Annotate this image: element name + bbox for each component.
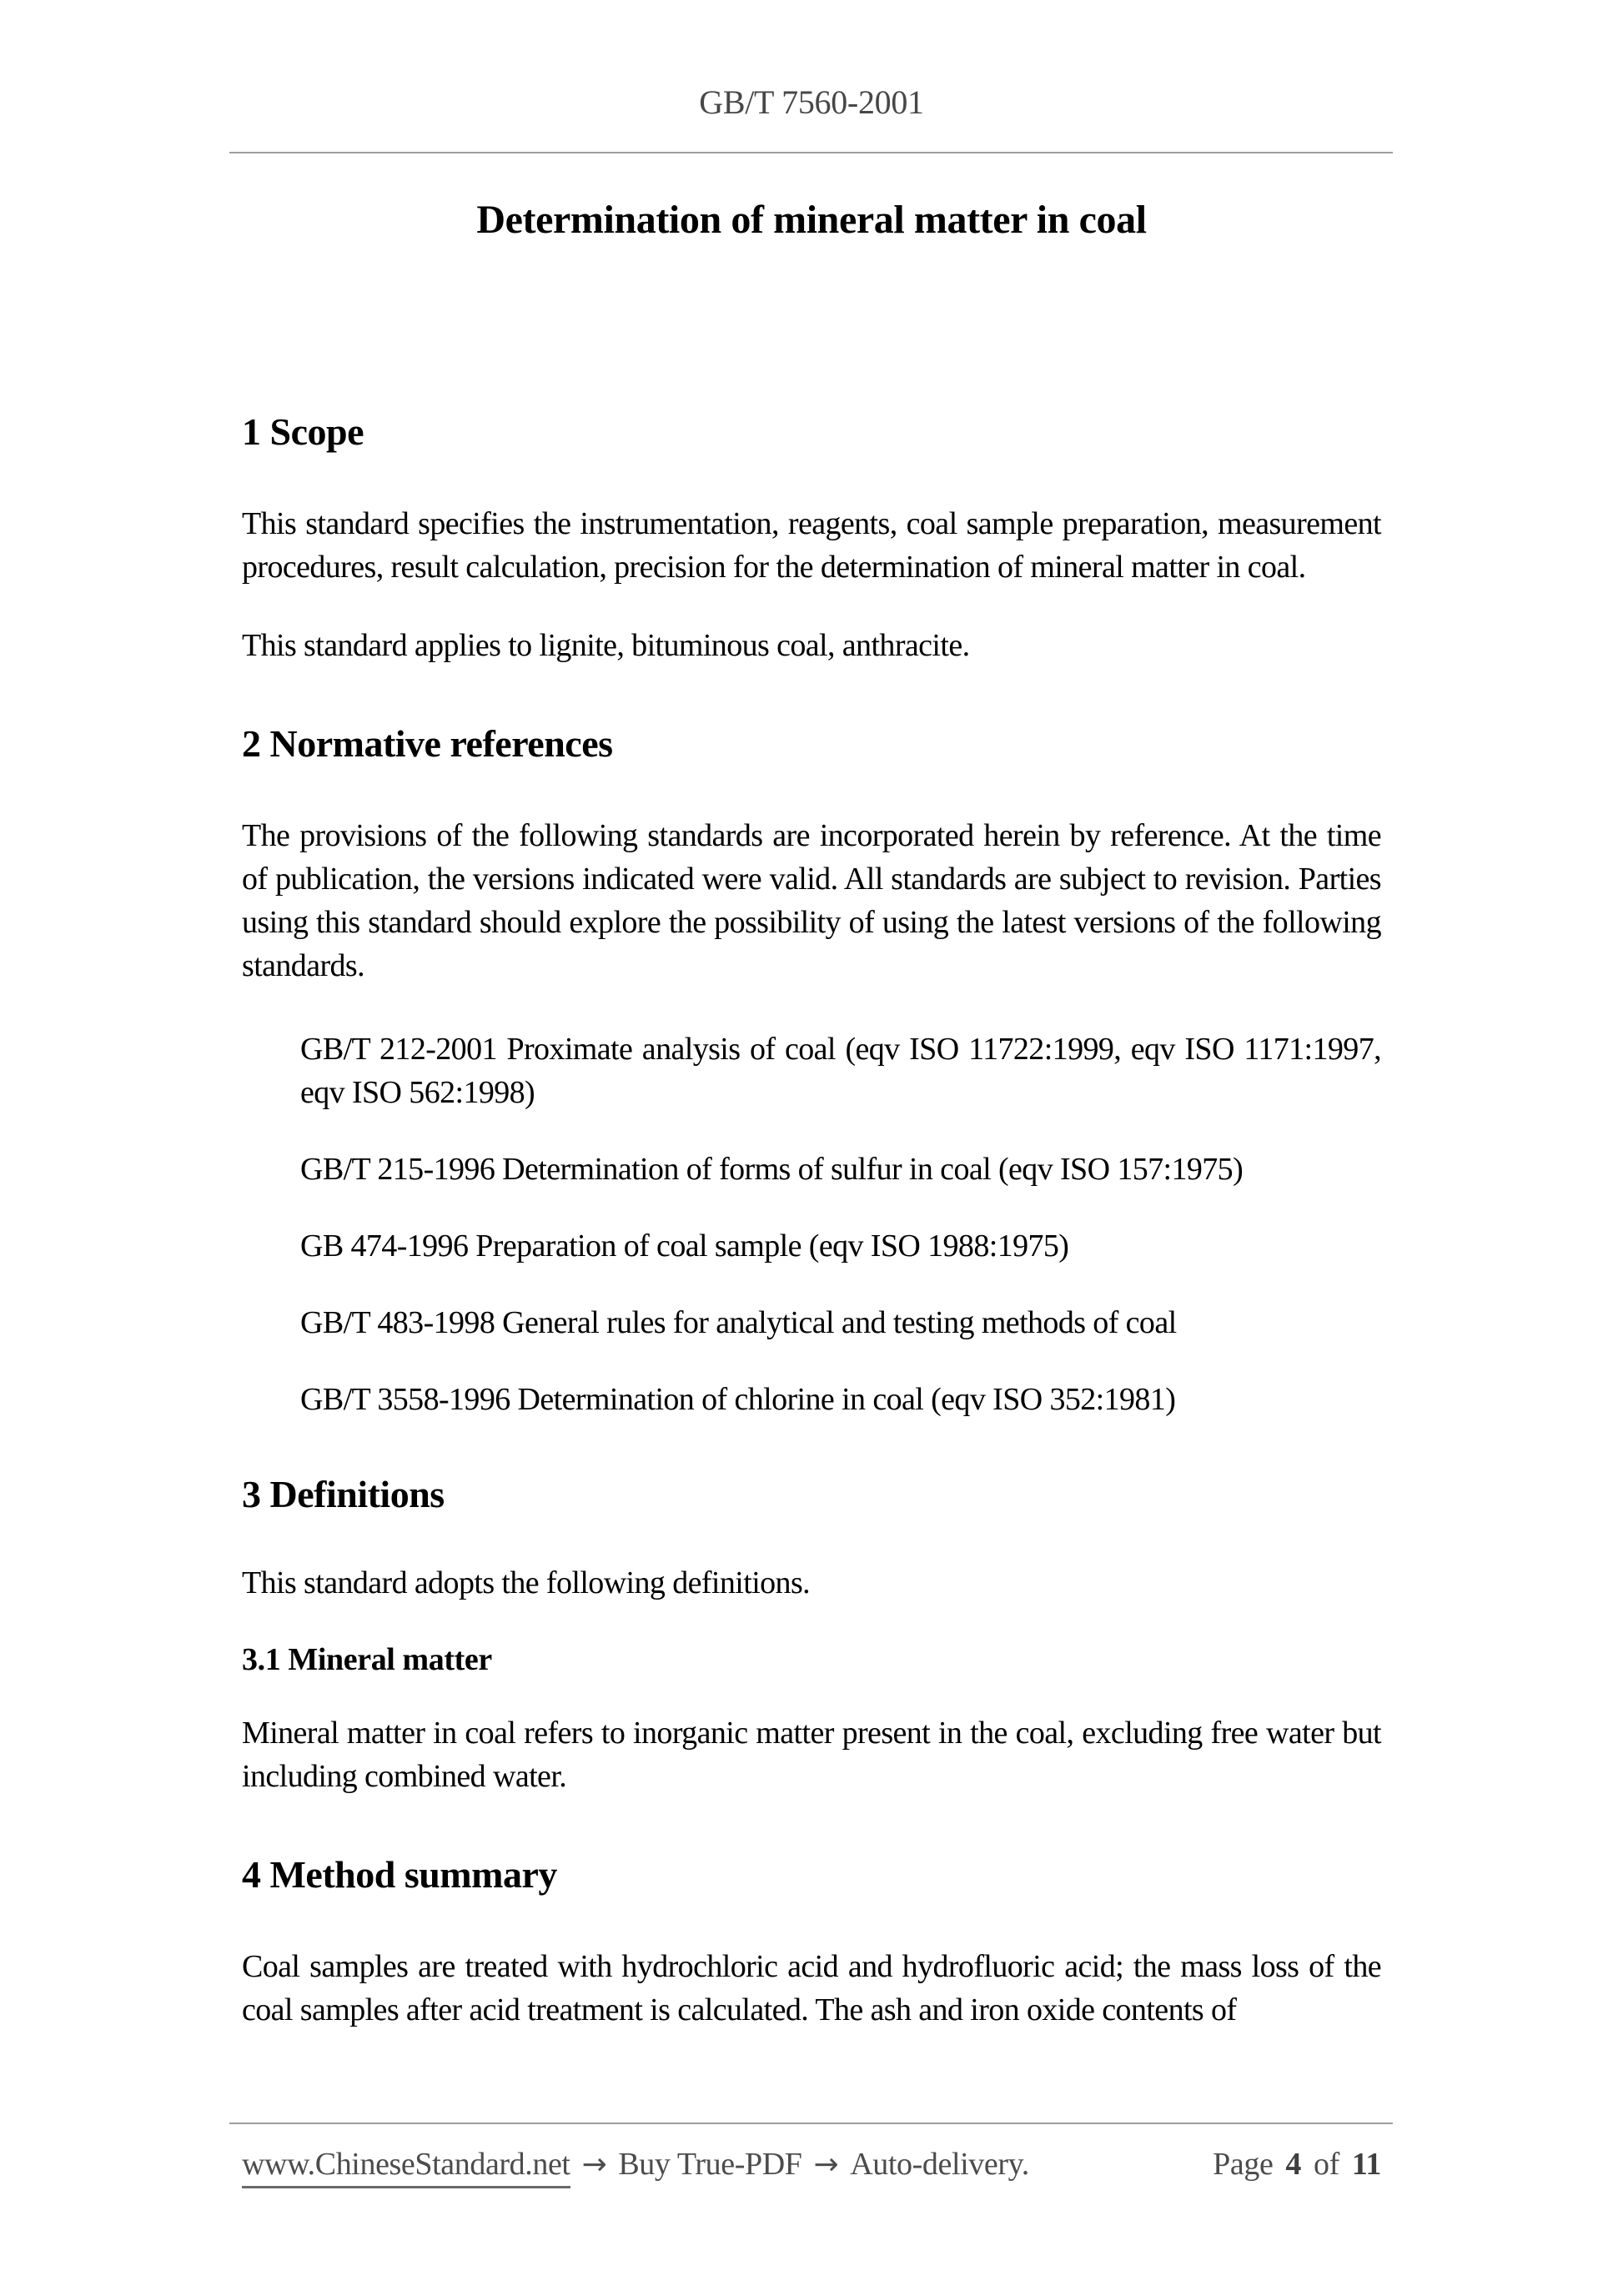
page-indicator: [1213, 2143, 1381, 2185]
reference-item: GB 474-1996 Preparation of coal sample (eqv ISO 1988:1975): [300, 1228, 1069, 1264]
reference-item: GB/T 3558-1996 Determination of chlorine in coal (eqv ISO 352:1981): [300, 1382, 1176, 1417]
method-summary-paragraph: Coal samples are treated with hydrochloric acid and hydrofluoric acid; the mass loss of the coal samples after acid treatment is calculated. The ash and iron oxide contents of: [242, 1949, 1381, 2027]
reference-item: GB/T 215-1996 Determination of forms of sulfur in coal (eqv ISO 157:1975): [300, 1152, 1244, 1187]
footer-divider: [229, 2123, 1393, 2124]
right-arrow-icon: →: [813, 2148, 839, 2182]
scope-paragraph-2: This standard applies to lignite, bituminous coal, anthracite.: [242, 628, 970, 663]
normative-intro-paragraph: The provisions of the following standards are incorporated herein by reference. At the time of publication, the versions indicated were valid. All standards are subject to revision. Parties using this standard should explore the possibility of using the latest versions of the following standards.: [242, 818, 1381, 983]
page-title: Determination of mineral matter in coal: [476, 198, 1147, 242]
subsection-heading-mineral-matter: 3.1 Mineral matter: [242, 1642, 492, 1677]
definitions-intro-paragraph: This standard adopts the following definitions.: [242, 1565, 811, 1600]
header-doc-number: GB/T 7560-2001: [699, 83, 924, 121]
footer-delivery-text: Auto-delivery.: [850, 2147, 1029, 2182]
website-link[interactable]: www.ChineseStandard.net: [242, 2143, 570, 2188]
section-heading-definitions: 3 Definitions: [242, 1473, 445, 1515]
document-body: [242, 0, 1381, 2032]
reference-item: GB/T 212-2001 Proximate analysis of coal (eqv ISO 11722:1999, eqv ISO 1171:1997, eqv ISO 562:1998): [300, 1032, 1381, 1110]
of-label: of: [1314, 2147, 1339, 2182]
footer-promo: [242, 2143, 1029, 2188]
mineral-matter-definition-paragraph: Mineral matter in coal refers to inorganic matter present in the coal, excluding free water but including combined water.: [242, 1716, 1381, 1794]
section-heading-scope: 1 Scope: [242, 410, 364, 453]
right-arrow-icon: →: [581, 2148, 607, 2182]
reference-item: GB/T 483-1998 General rules for analytical and testing methods of coal: [300, 1305, 1177, 1340]
page-label: Page: [1213, 2147, 1274, 2182]
page-footer: [242, 2143, 1381, 2188]
total-page-number: 11: [1351, 2147, 1381, 2182]
section-heading-normative-references: 2 Normative references: [242, 722, 613, 765]
footer-buy-text: Buy True-PDF: [618, 2147, 802, 2182]
section-heading-method-summary: 4 Method summary: [242, 1853, 557, 1896]
current-page-number: 4: [1285, 2147, 1302, 2182]
scope-paragraph-1: This standard specifies the instrumentation, reagents, coal sample preparation, measurement procedures, result calculation, precision for the determination of mineral matter in coal.: [242, 506, 1381, 585]
